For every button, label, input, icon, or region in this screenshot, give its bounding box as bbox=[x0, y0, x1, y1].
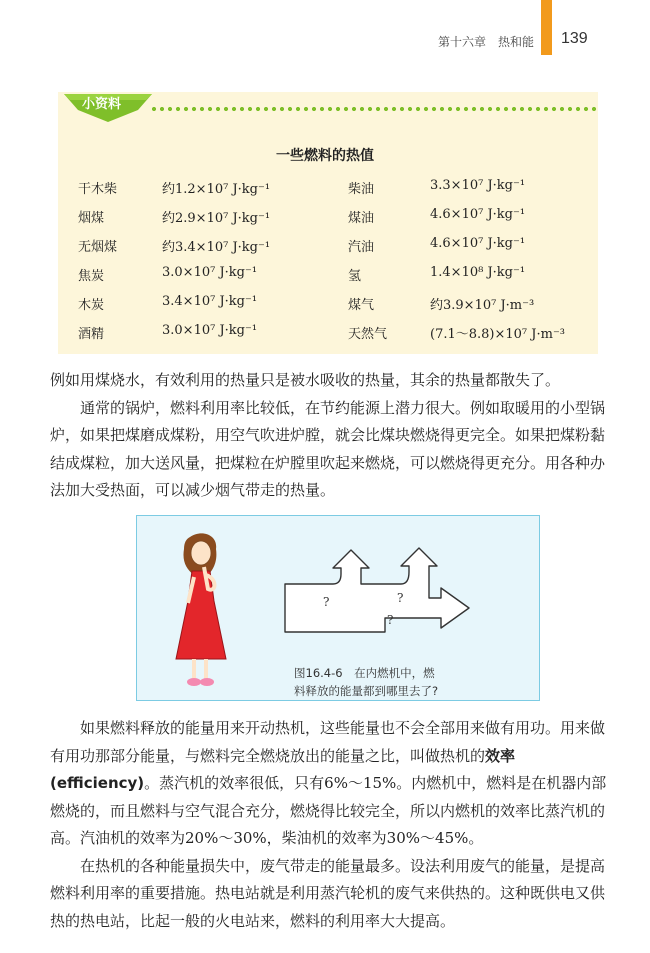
fuel-value: 3.0×10⁷ J·kg⁻¹ bbox=[162, 265, 258, 280]
fuel-value: 4.6×10⁷ J·kg⁻¹ bbox=[430, 207, 526, 222]
fuel-name: 干木柴 bbox=[78, 182, 118, 197]
tag-label: 小资料 bbox=[82, 97, 122, 112]
page-accent-bar bbox=[541, 0, 552, 55]
term-efficiency: 效率 bbox=[485, 746, 516, 765]
body-text-bottom bbox=[50, 715, 610, 935]
fuel-value: 约2.9×10⁷ J·kg⁻¹ bbox=[162, 211, 271, 226]
body-text-top bbox=[50, 367, 610, 505]
fuel-value: 3.4×10⁷ J·kg⁻¹ bbox=[162, 294, 258, 309]
table-row bbox=[78, 207, 598, 233]
text-run: 如果燃料释放的能量用来开动热机，这些能量也不会全部用来做有用功。用来做有用功那部分能量，与燃料完全燃烧放出的能量之比，叫做热机的 bbox=[50, 719, 606, 765]
paragraph: 例如用煤烧水，有效利用的热量只是被水吸收的热量，其余的热量都散失了。 bbox=[50, 371, 561, 389]
question-mark: ? bbox=[397, 591, 404, 605]
fuel-value: 约1.2×10⁷ J·kg⁻¹ bbox=[162, 182, 271, 197]
paragraph: 通常的锅炉，燃料利用率比较低，在节约能源上潜力很大。例如取暖用的小型锅炉，如果把煤磨成煤粉，用空气吹进炉膛，就会比煤块燃烧得更完全。如果把煤粉黏结成煤粒，加大送风量，把煤粒在炉膛里吹起来燃烧，可以燃烧得更充分。用各种办法加大受热面，可以减少烟气带走的热量。 bbox=[50, 398, 606, 499]
info-box-tag bbox=[60, 88, 150, 122]
table-row bbox=[78, 178, 598, 204]
fuel-name: 木炭 bbox=[78, 298, 105, 313]
fuel-name: 煤气 bbox=[348, 298, 375, 313]
caption-line: 料释放的能量都到哪里去了? bbox=[294, 684, 439, 698]
fuel-value: 1.4×10⁸ J·kg⁻¹ bbox=[430, 265, 526, 280]
fuel-name: 天然气 bbox=[348, 327, 388, 342]
fuel-value: (7.1～8.8)×10⁷ J·m⁻³ bbox=[430, 327, 566, 342]
caption-line: 图16.4-6 在内燃机中，燃 bbox=[294, 666, 435, 680]
fuel-value: 3.0×10⁷ J·kg⁻¹ bbox=[162, 323, 258, 338]
energy-flow-arrows bbox=[283, 546, 473, 651]
fuel-name: 煤油 bbox=[348, 211, 375, 226]
figure-caption bbox=[294, 664, 494, 700]
paragraph: 在热机的各种能量损失中，废气带走的能量最多。设法利用废气的能量，是提高燃料利用率的重要措施。热电站就是利用蒸汽轮机的废气来供热的。这种既供电又供热的热电站，比起一般的火电站来，燃料的利用率大大提高。 bbox=[50, 856, 606, 930]
fuel-name: 焦炭 bbox=[78, 269, 105, 284]
fuel-name: 氢 bbox=[348, 269, 362, 284]
fuel-value: 约3.4×10⁷ J·kg⁻¹ bbox=[162, 240, 271, 255]
text-run: 。蒸汽机的效率很低，只有6%～15%。内燃机中，燃料是在机器内部燃烧的，而且燃料与空气混合充分，燃烧得比较完全，所以内燃机的效率比蒸汽机的高。汽油机的效率为20%～30%，柴油机的效率为30%～45%。 bbox=[50, 774, 607, 847]
page-number: 139 bbox=[561, 30, 588, 47]
table-row bbox=[78, 323, 598, 349]
fuel-value: 3.3×10⁷ J·kg⁻¹ bbox=[430, 178, 526, 193]
question-mark: ? bbox=[387, 613, 394, 627]
term-english: (efficiency) bbox=[50, 774, 145, 792]
table-title: 一些燃料的热值 bbox=[276, 148, 374, 164]
question-mark: ? bbox=[323, 595, 330, 609]
fuel-name: 无烟煤 bbox=[78, 240, 118, 255]
chapter-header: 第十六章 热和能 bbox=[438, 35, 535, 49]
table-row bbox=[78, 236, 598, 262]
fuel-name: 烟煤 bbox=[78, 211, 105, 226]
fuel-name: 汽油 bbox=[348, 240, 375, 255]
fuel-name: 柴油 bbox=[348, 182, 375, 197]
dotted-divider bbox=[150, 107, 598, 111]
fuel-value: 约3.9×10⁷ J·m⁻³ bbox=[430, 298, 535, 313]
paragraph bbox=[50, 715, 610, 853]
girl-illustration-icon bbox=[172, 531, 232, 691]
table-row bbox=[78, 294, 598, 320]
table-row bbox=[78, 265, 598, 291]
fuel-name: 酒精 bbox=[78, 327, 105, 342]
fuel-value: 4.6×10⁷ J·kg⁻¹ bbox=[430, 236, 526, 251]
